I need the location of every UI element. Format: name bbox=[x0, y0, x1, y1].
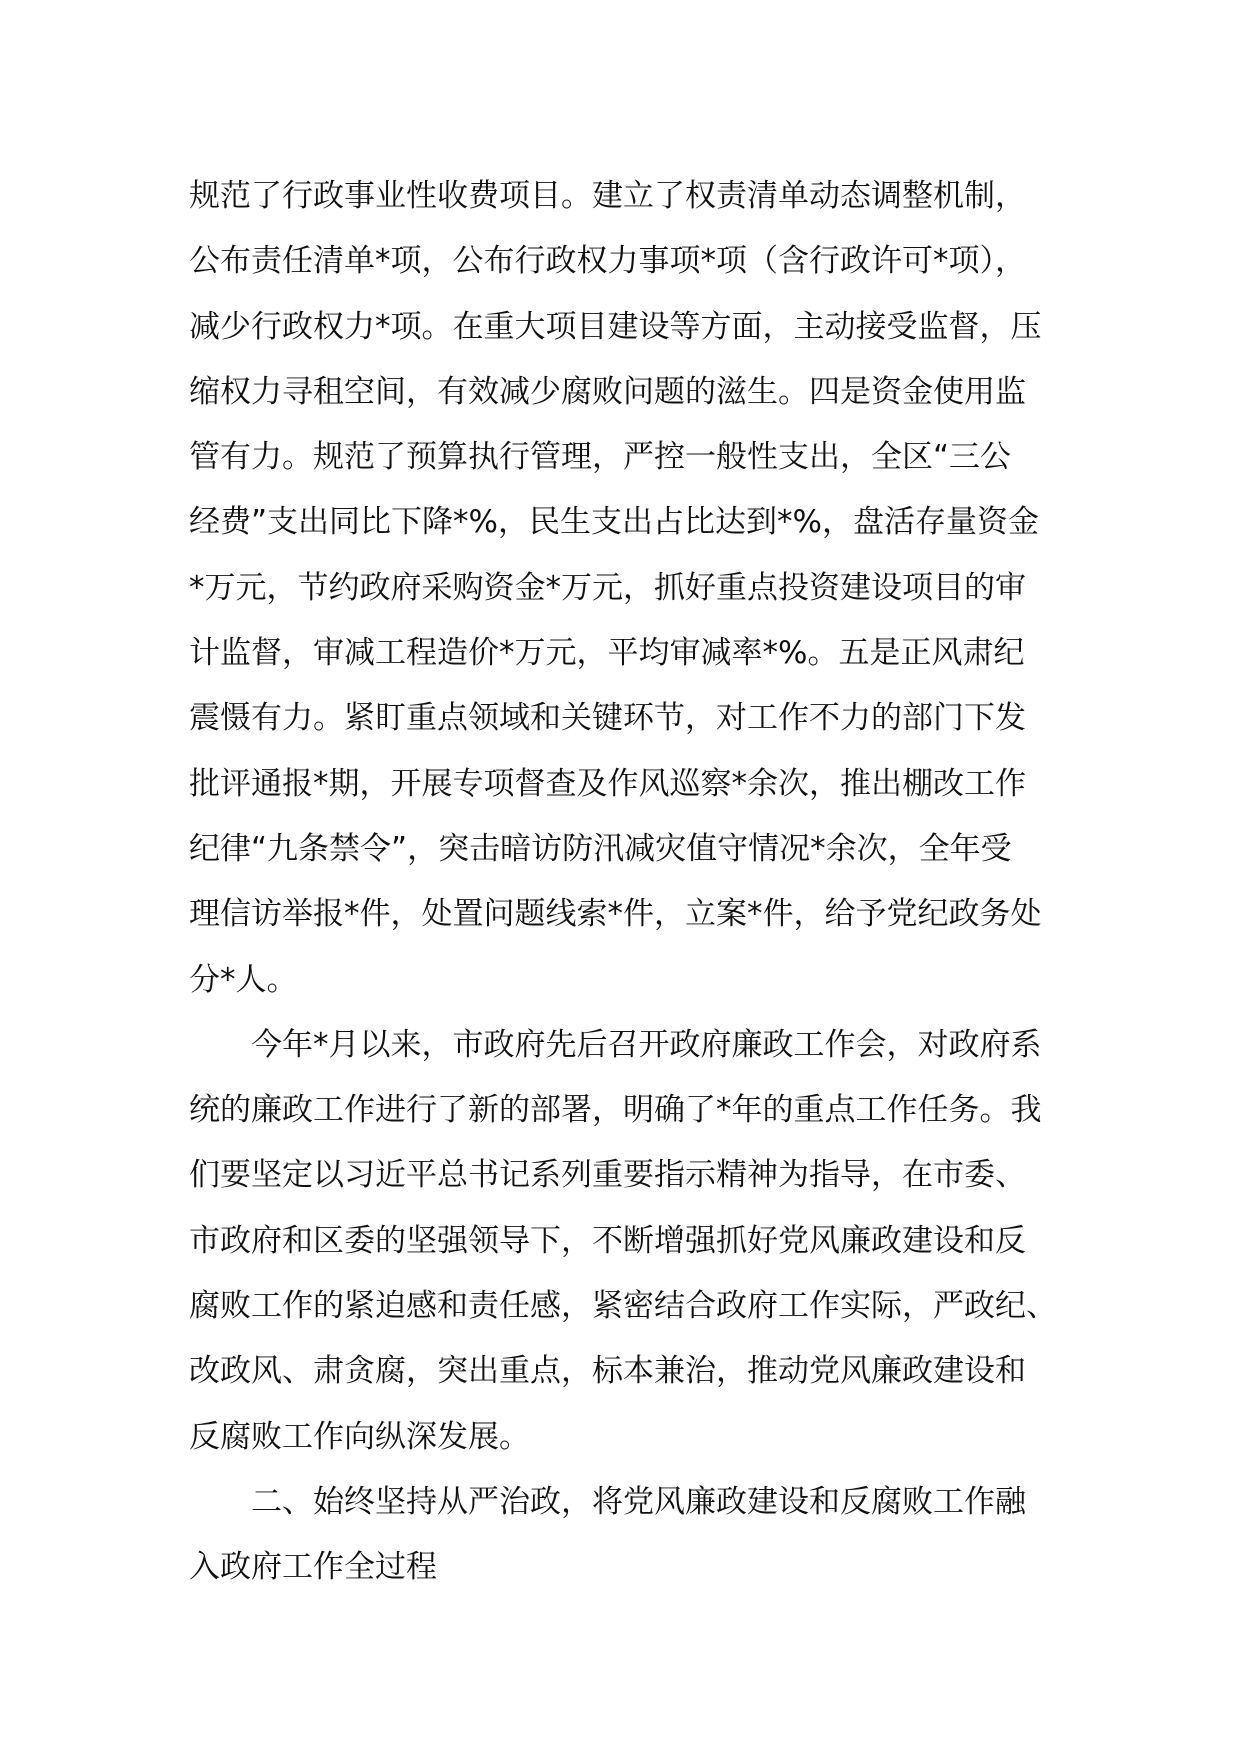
text-line: 腐败工作的紧迫感和责任感，紧密结合政府工作实际，严政纪、 bbox=[189, 1288, 1057, 1325]
text-line: 缩权力寻租空间，有效减少腐败问题的滋生。四是资金使用监 bbox=[189, 373, 1026, 410]
text-line: 规范了行政事业性收费项目。建立了权责清单动态调整机制， bbox=[189, 178, 1026, 214]
text-line: 市政府和区委的坚强领导下，不断增强抓好党风廉政建设和反 bbox=[189, 1222, 1026, 1259]
text-line: 经费”支出同比下降*%，民生支出占比达到*%，盘活存量资金 bbox=[189, 504, 1039, 541]
text-line: 减少行政权力*项。在重大项目建设等方面，主动接受监督，压 bbox=[189, 308, 1042, 345]
text-line: 们要坚定以习近平总书记系列重要指示精神为指导，在市委、 bbox=[189, 1157, 1026, 1194]
text-line: 改政风、肃贪腐，突出重点，标本兼治，推动党风廉政建设和 bbox=[189, 1353, 1026, 1390]
text-line: 纪律“九条禁令”，突击暗访防汛减灾值守情况*余次，全年受 bbox=[189, 830, 1012, 867]
text-line: 震慑有力。紧盯重点领域和关键环节，对工作不力的部门下发 bbox=[189, 700, 1026, 737]
text-line: 反腐败工作向纵深发展。 bbox=[189, 1418, 530, 1455]
body-text bbox=[189, 164, 1069, 1601]
text-line: 公布责任清单*项，公布行政权力事项*项（含行政许可*项）， bbox=[189, 243, 1026, 280]
text-line: 理信访举报*件，处置问题线索*件，立案*件，给予党纪政务处 bbox=[189, 896, 1042, 933]
section-heading-line: 二、始终坚持从严治政，将党风廉政建设和反腐败工作融 bbox=[251, 1483, 1026, 1520]
text-line: 分*人。 bbox=[189, 961, 298, 998]
text-line: 批评通报*期，开展专项督查及作风巡察*余次，推出棚改工作 bbox=[189, 765, 1026, 802]
text-line: 统的廉政工作进行了新的部署，明确了*年的重点工作任务。我 bbox=[189, 1092, 1042, 1129]
section-heading-line: 入政府工作全过程 bbox=[189, 1549, 437, 1586]
text-line: *万元，节约政府采购资金*万元，抓好重点投资建设项目的审 bbox=[189, 569, 1026, 606]
text-line-paragraph-start: 今年*月以来，市政府先后召开政府廉政工作会，对政府系 bbox=[251, 1026, 1042, 1063]
text-line: 管有力。规范了预算执行管理，严控一般性支出，全区“三公 bbox=[189, 439, 1012, 476]
text-line: 计监督，审减工程造价*万元，平均审减率*%。五是正风肃纪 bbox=[189, 635, 1025, 672]
